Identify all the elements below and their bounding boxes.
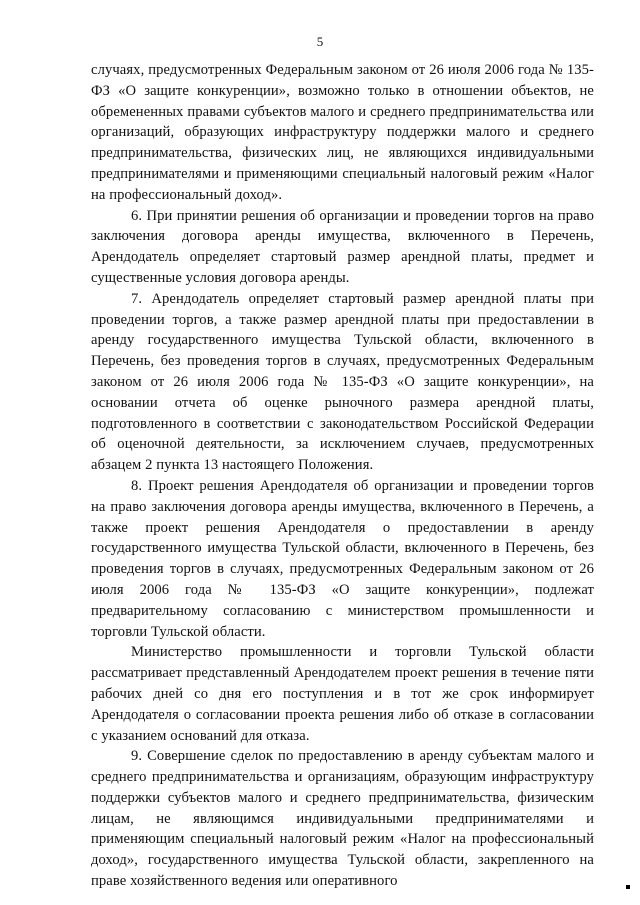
paragraph-6: 6. При принятии решения об организации и проведении торгов на право заключения договора аренды имущества, включенного в Перечень, Арендодатель определяет стартовый размер арендной платы, предмет и существенные условия договора аренды.	[91, 207, 594, 286]
scan-artifact-dot	[626, 885, 630, 889]
paragraph-continuation: случаях, предусмотренных Федеральным законом от 26 июля 2006 года № 135-ФЗ «О защите конкуренции», возможно только в отношении объектов, не обремененных правами субъектов малого и среднего предпринимательства или организаций, образующих инфраструктуру поддержки малого и среднего предпринимательства, физических лиц, не являющихся индивидуальными предпринимателями и применяющими специальный налоговый режим «Налог на профессиональный доход».	[91, 62, 594, 203]
paragraph-7: 7. Арендодатель определяет стартовый размер арендной платы при проведении торгов, а также размер арендной платы при предоставлении в аренду государственного имущества Тульской области, включенного в Перечень, без проведения торгов в случаях, предусмотренных Федеральным законом от 26 июля 2006 года № 135-ФЗ «О защите конкуренции», на основании отчета об оценке рыночного размера арендной платы, подготовленного в соответствии с законодательством Российской Федерации об оценочной деятельности, за исключением случаев, предусмотренных абзацем 2 пункта 13 настоящего Положения.	[91, 290, 594, 474]
paragraph-8: 8. Проект решения Арендодателя об организации и проведении торгов на право заключения договора аренды имущества, включенного в Перечень, а также проект решения Арендодателя о предоставлении в аренду государственного имущества Тульской области, включенного в Перечень, без проведения торгов в случаях, предусмотренных Федеральным законом от 26 июля 2006 года № 135-ФЗ «О защите конкуренции», подлежат предварительному согласованию с министерством промышленности и торговли Тульской области.	[91, 477, 594, 640]
document-body	[91, 60, 594, 892]
paragraph-9: 9. Совершение сделок по предоставлению в аренду субъектам малого и среднего предпринимательства и организациям, образующим инфраструктуру поддержки субъектов малого и среднего предпринимательства, физическим лицам, не являющимся индивидуальными предпринимателями и применяющим специальный налоговый режим «Налог на профессиональный доход», государственного имущества Тульской области, закрепленного на праве хозяйственного ведения или оперативного	[91, 748, 594, 890]
paragraph-ministry: Министерство промышленности и торговли Тульской области рассматривает представленный Арендодателем проект решения в течение пяти рабочих дней со дня его поступления и в тот же срок информирует Арендодателя о согласовании проекта решения либо об отказе в согласовании с указанием оснований для отказа.	[91, 644, 594, 744]
page-number: 5	[316, 34, 324, 49]
